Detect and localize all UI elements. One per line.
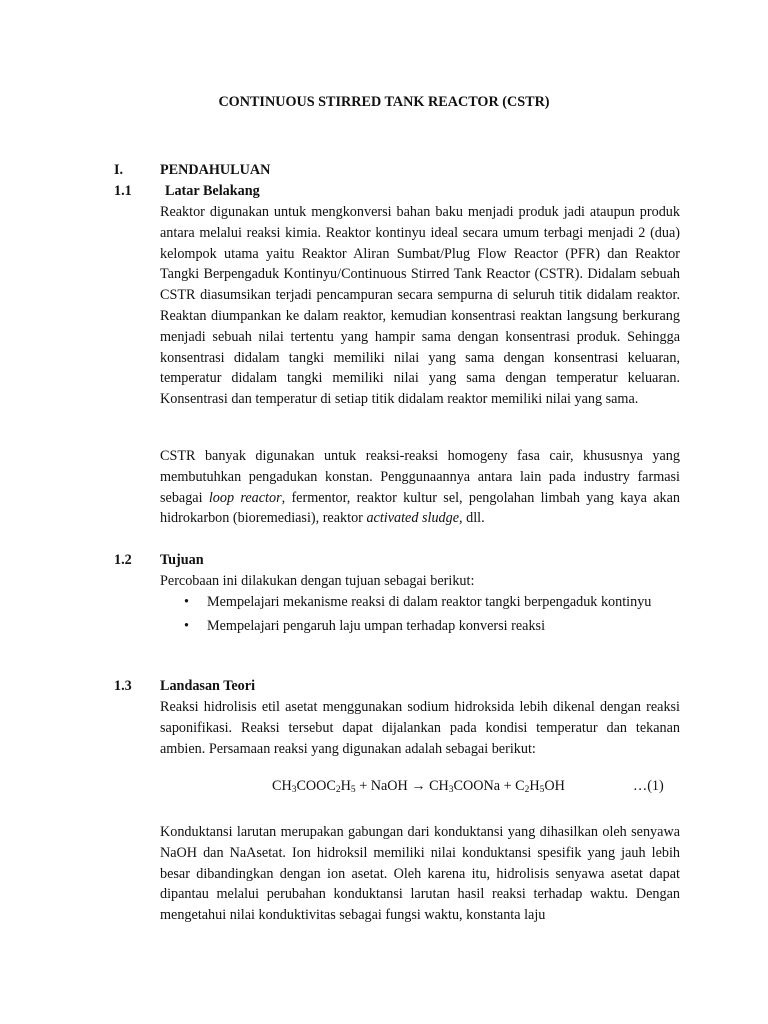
paragraph-landasan-teori-1: Reaksi hidrolisis etil asetat menggunakan sodium hidroksida lebih dikenal dengan reaksi saponifikasi. Reaksi tersebut dapat dijalankan pada kondisi temperatur dan tekanan ambien. Persamaan reaksi yang digunakan adalah sebagai berikut: bbox=[160, 699, 680, 757]
paragraph-text: , fermentor, reaktor kultur sel, pengolahan limbah yang kaya akan hidrokarbon (bioremediasi), reaktor bbox=[160, 489, 680, 527]
reaction-equation: $CH_3COOC_2H_5$ + NaOH → $CH_3COONa + C_2H_5OH$ bbox=[272, 778, 565, 795]
list-item-text: Mempelajari pengaruh laju umpan terhadap konversi reaksi bbox=[207, 617, 546, 634]
list-item-text: Mempelajari mekanisme reaksi di dalam reaktor tangki berpengaduk kontinyu bbox=[207, 594, 652, 610]
subsection-number: 1.1 bbox=[114, 183, 132, 199]
document-title: CONTINUOUS STIRRED TANK REACTOR (CSTR) bbox=[218, 94, 550, 110]
list-item bbox=[160, 616, 680, 637]
section-heading: PENDAHULUAN bbox=[160, 162, 271, 178]
bullet-icon: • bbox=[184, 594, 189, 610]
equation-number: …(1) bbox=[633, 778, 664, 794]
paragraph-tujuan-intro: Percobaan ini dilakukan dengan tujuan sebagai berikut: bbox=[160, 573, 475, 589]
arrow-icon: → bbox=[411, 778, 426, 794]
paragraph-latar-belakang-1: Reaktor digunakan untuk mengkonversi bahan baku menjadi produk jadi ataupun produk antara melalui reaksi kimia. Reaktor kontinyu ideal secara umum terbagi menjadi 2 (dua) kelompok utama yaitu Reaktor Aliran Sumbat/Plug Flow Reactor (PFR) dan Reaktor Tangki Berpengaduk Kontinyu/Continuous Stirred Tank Reactor (CSTR). Didalam sebuah CSTR diasumsikan terjadi pencampuran secara sempurna di seluruh titik didalam reaktor. Reaktan diumpankan ke dalam reaktor, kemudian konsentrasi reaktan langsung berkurang menjadi sebuah nilai tertentu yang hampir sama dengan konsentrasi produk. Sehingga konsentrasi didalam tangki memiliki nilai yang sama dengan konsentrasi keluaran, temperatur didalam tangki memiliki nilai yang sama dengan temperatur keluaran. Konsentrasi dan temperatur di setiap titik didalam reaktor memiliki nilai yang sama. bbox=[160, 204, 680, 408]
italic-term: activated sludge, bbox=[366, 510, 463, 527]
paragraph-text: CSTR banyak digunakan untuk reaksi-reaksi homogeny fasa cair, khususnya yang membutuhkan pengadukan konstan. Penggunaannya antara lain pada industry farmasi sebagai bbox=[160, 448, 680, 506]
paragraph-text: dll. bbox=[462, 510, 485, 527]
section-number: I. bbox=[114, 162, 124, 178]
subsection-heading: Tujuan bbox=[160, 552, 204, 568]
objective-list bbox=[160, 592, 680, 637]
bullet-icon: • bbox=[184, 617, 189, 634]
paragraph-landasan-teori-2: Konduktansi larutan merupakan gabungan dari konduktansi yang dihasilkan oleh senyawa NaOH dan NaAsetat. Ion hidroksil memiliki nilai konduktansi spesifik yang jauh lebih besar dibandingkan dengan ion asetat. Oleh karena itu, hidrolisis senyawa asetat dapat dipantau melalui perubahan konduktansi larutan hasil reaksi terhadap waktu. Dengan mengetahui nilai konduktivitas sebagai fungsi waktu, konstanta laju bbox=[160, 824, 680, 924]
list-item bbox=[160, 592, 680, 613]
italic-term: loop reactor bbox=[208, 489, 282, 506]
subsection-heading: Landasan Teori bbox=[160, 678, 256, 694]
paragraph-latar-belakang-2 bbox=[160, 446, 680, 529]
subsection-number: 1.2 bbox=[114, 552, 132, 568]
subsection-number: 1.3 bbox=[114, 678, 132, 694]
subsection-heading: Latar Belakang bbox=[165, 183, 260, 199]
